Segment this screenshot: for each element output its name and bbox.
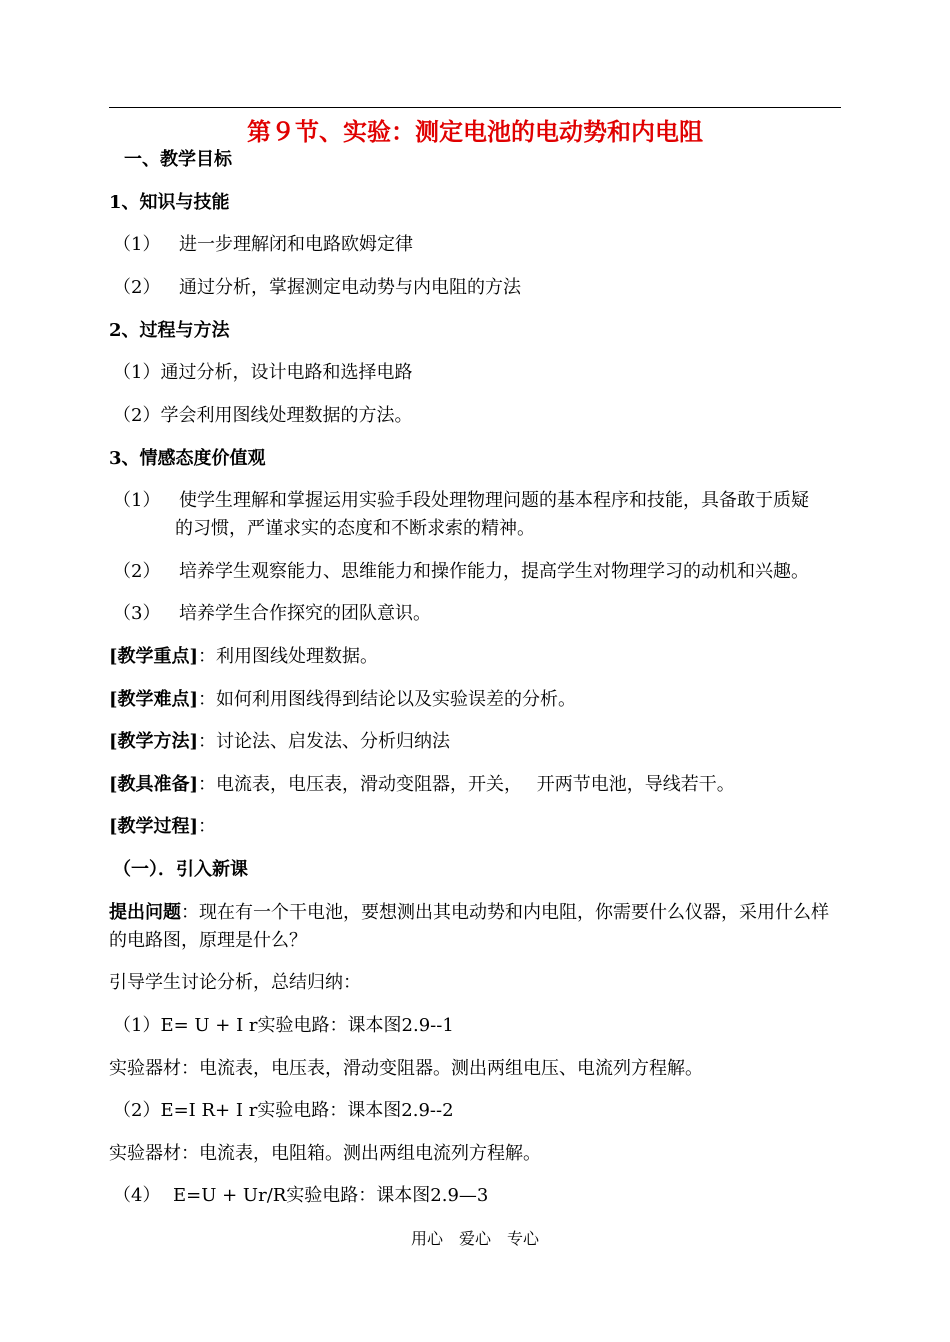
page-footer: 用心 爱心 专心: [410, 1229, 539, 1248]
question-text: ：现在有一个干电池，要想测出其电动势和内电阻，你需要什么仪器，采用什么样: [181, 902, 829, 923]
tools-text: ：电流表，电压表，滑动变阻器，开关， 开两节电池，导线若干。: [198, 774, 735, 795]
list-item-continuation: 的习惯，严谨求实的态度和不断求索的精神。: [175, 518, 535, 539]
section-teaching-goals: 一、教学目标: [124, 149, 232, 170]
difficulty-text: ：如何利用图线得到结论以及实验误差的分析。: [198, 689, 577, 710]
question-label: 提出问题: [109, 902, 181, 923]
item-text: E=U + Ur/R实验电路：课本图2.9—3: [173, 1185, 489, 1206]
teaching-process: [109, 815, 216, 839]
item-text: 使学生理解和掌握运用实验手段处理物理问题的基本程序和技能，具备敢于质疑: [179, 490, 809, 511]
list-item: [113, 489, 809, 513]
list-item: （1）通过分析，设计电路和选择电路: [113, 362, 413, 383]
guide-text: 引导学生讨论分析，总结归纳：: [109, 972, 361, 993]
question-continuation: 的电路图，原理是什么？: [109, 930, 307, 951]
item-text: 通过分析，掌握测定电动势与内电阻的方法: [179, 277, 521, 298]
process-label: [教学过程]: [109, 816, 199, 837]
key-points-text: ：利用图线处理数据。: [198, 646, 379, 667]
item-text: 进一步理解闭和电路欧姆定律: [179, 234, 413, 255]
list-item: [113, 1184, 488, 1208]
method-line: 实验器材：电流表，电阻箱。测出两组电流列方程解。: [109, 1143, 541, 1164]
subsection-knowledge: 1、知识与技能: [109, 192, 230, 213]
header-rule: [109, 107, 841, 108]
methods-label: [教学方法]: [109, 731, 199, 752]
method-line: （1）E= U + I r实验电路：课本图2.9--1: [113, 1015, 454, 1036]
methods-text: ：讨论法、启发法、分析归纳法: [198, 731, 451, 752]
key-points-label: [教学重点]: [109, 646, 199, 667]
teaching-methods: [109, 730, 450, 754]
item-text: 培养学生观察能力、思维能力和操作能力，提高学生对物理学习的动机和兴趣。: [179, 561, 809, 582]
tools-label: [教具准备]: [109, 774, 199, 795]
list-item: [113, 560, 809, 584]
item-number: （2）: [113, 561, 161, 582]
subsection-process-method: 2、过程与方法: [109, 320, 230, 341]
question: [109, 901, 829, 925]
difficulty: [109, 688, 576, 712]
document-title: 第９节、实验：测定电池的电动势和内电阻: [247, 117, 703, 146]
item-number: （3）: [113, 603, 161, 624]
subsection-attitude-values: 3、情感态度价值观: [109, 448, 266, 469]
difficulty-label: [教学难点]: [109, 689, 199, 710]
teaching-tools: [109, 773, 735, 797]
method-line: 实验器材：电流表，电压表，滑动变阻器。测出两组电压、电流列方程解。: [109, 1058, 703, 1079]
intro-heading: （一）．引入新课: [113, 859, 248, 880]
list-item: [113, 276, 521, 300]
list-item: （2）学会利用图线处理数据的方法。: [113, 405, 413, 426]
item-number: （1）: [113, 234, 161, 255]
item-number: （4）: [113, 1185, 161, 1206]
item-number: （2）: [113, 277, 161, 298]
list-item: [113, 233, 413, 257]
key-points: [109, 645, 378, 669]
list-item: [113, 602, 431, 626]
item-text: 培养学生合作探究的团队意识。: [179, 603, 431, 624]
item-number: （1）: [113, 490, 161, 511]
method-line: （2）E=I R+ I r实验电路：课本图2.9--2: [113, 1100, 454, 1121]
process-text: ：: [198, 816, 217, 837]
